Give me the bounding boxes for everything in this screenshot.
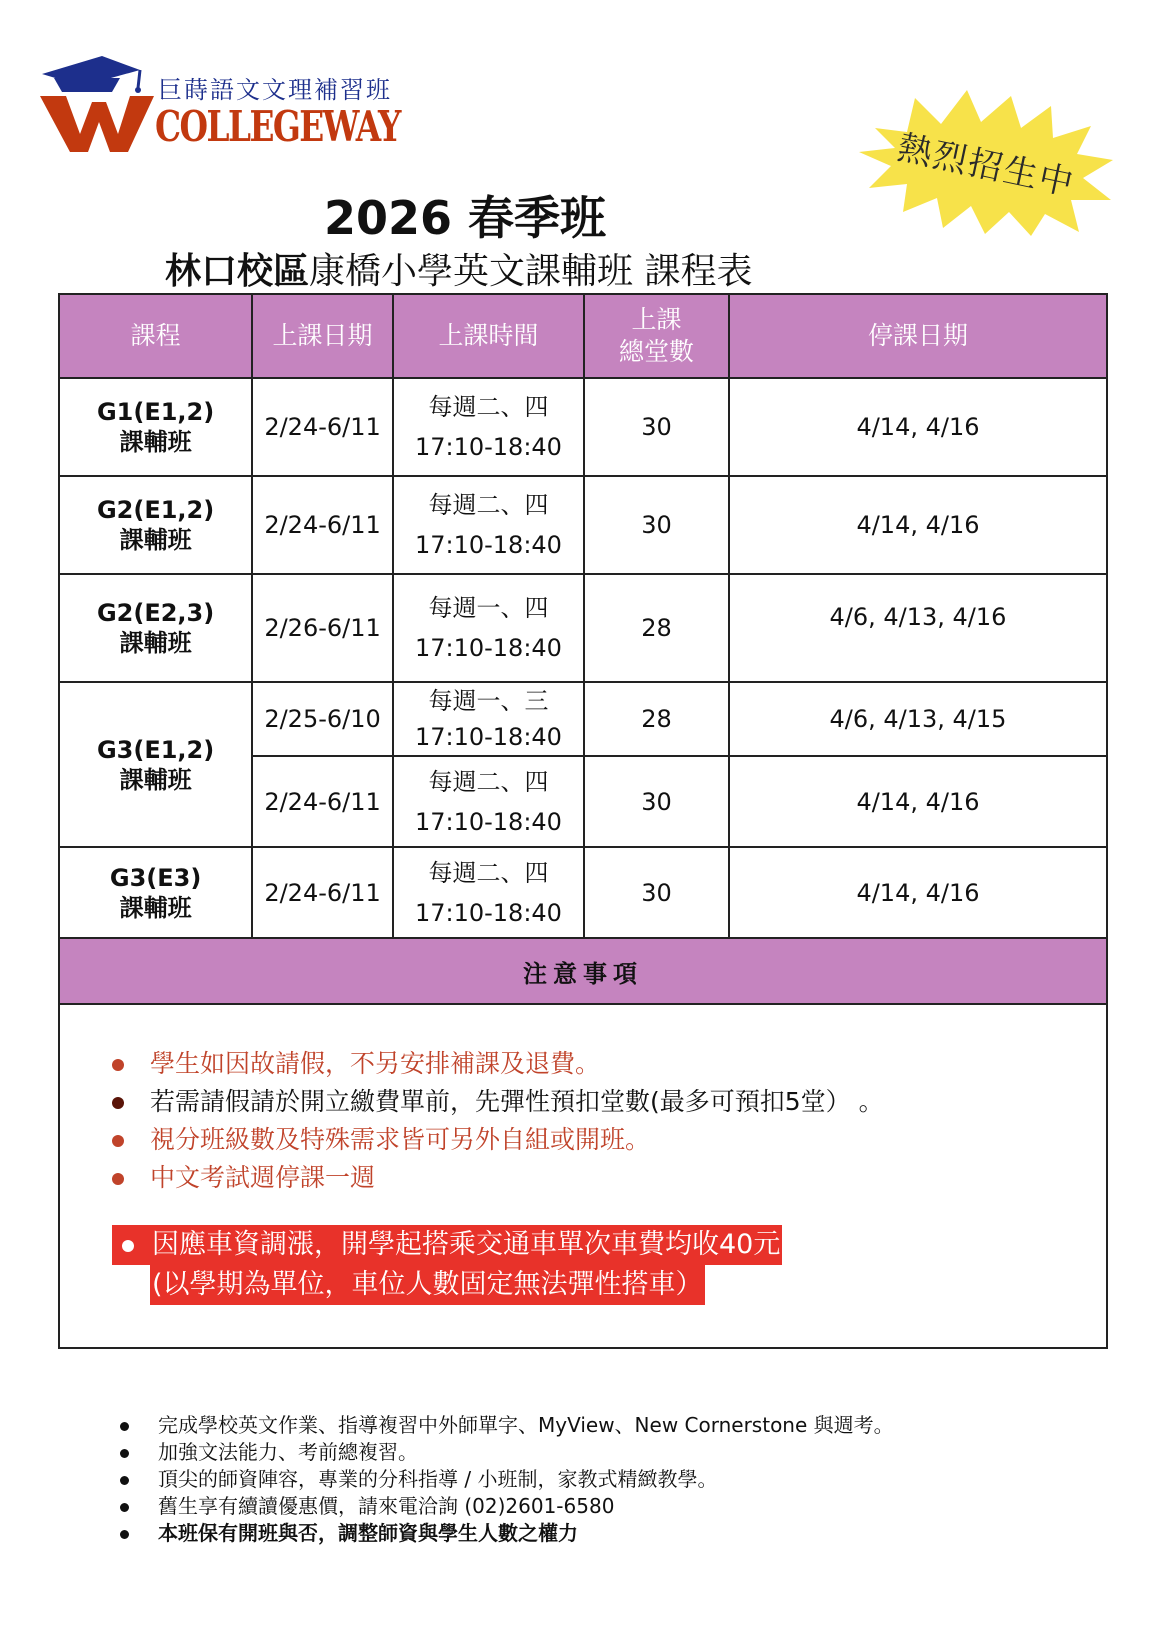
off-dates-cell: 4/6, 4/13, 4/15	[729, 682, 1107, 756]
sessions-cell: 28	[584, 682, 729, 756]
footer-text: 頂尖的師資陣容，專業的分科指導 / 小班制，家教式精緻教學。	[158, 1467, 718, 1491]
sessions-cell: 30	[584, 756, 729, 847]
school-logo	[40, 52, 410, 162]
page-title: 2026 春季班	[323, 191, 607, 245]
bullet-icon	[120, 1530, 129, 1539]
table-row	[59, 378, 1107, 476]
course-cell	[59, 574, 252, 682]
off-dates-cell: 4/14, 4/16	[729, 378, 1107, 476]
course-type: 課輔班	[119, 526, 192, 554]
course-type: 課輔班	[119, 893, 192, 922]
course-code: G3(E1,2)	[96, 735, 215, 764]
page-subtitle	[165, 243, 752, 294]
table-row	[59, 574, 1107, 682]
class-time: 17:10-18:40	[414, 433, 562, 461]
class-time: 17:10-18:40	[414, 807, 562, 836]
badge-text: 熱烈招生中	[894, 127, 1079, 205]
course-cell	[59, 476, 252, 574]
sessions-cell: 30	[584, 476, 729, 574]
list-item	[118, 1439, 894, 1466]
dates-cell: 2/24-6/11	[252, 378, 393, 476]
bullet-icon	[112, 1135, 124, 1147]
course-cell	[59, 378, 252, 476]
list-item	[112, 1121, 1106, 1159]
class-time: 17:10-18:40	[414, 531, 562, 559]
sessions-cell: 30	[584, 847, 729, 938]
header-time: 上課時間	[393, 294, 584, 378]
logo-chinese-name: 巨蒔語文文理補習班	[158, 76, 392, 104]
footer-text: 本班保有開班與否，調整師資與學生人數之權力	[158, 1521, 578, 1545]
header-dates: 上課日期	[252, 294, 393, 378]
bullet-icon	[120, 1503, 129, 1512]
course-cell	[59, 847, 252, 938]
class-days: 每週二、四	[428, 393, 549, 421]
list-item	[112, 1159, 1106, 1197]
sessions-cell: 30	[584, 378, 729, 476]
dates-cell: 2/26-6/11	[252, 574, 393, 682]
subtitle-rest: 康橋小學英文課輔班 課程表	[309, 251, 753, 292]
bullet-icon	[120, 1476, 129, 1485]
fare-notice	[112, 1225, 1106, 1305]
table-header-row	[59, 294, 1107, 378]
off-dates-cell: 4/14, 4/16	[729, 476, 1107, 574]
bullet-icon	[112, 1059, 124, 1071]
notice-heading: 注意事項	[59, 938, 1107, 1004]
notice-body-row	[59, 1004, 1107, 1348]
table-row	[59, 476, 1107, 574]
class-days: 每週一、四	[428, 594, 549, 622]
dates-cell: 2/25-6/10	[252, 682, 393, 756]
bullet-icon	[122, 1240, 134, 1252]
notice-list	[112, 1045, 1106, 1197]
bullet-icon	[120, 1422, 129, 1431]
footer-text: 加強文法能力、考前總複習。	[158, 1440, 418, 1464]
time-cell	[393, 682, 584, 756]
dates-cell: 2/24-6/11	[252, 756, 393, 847]
class-days: 每週二、四	[428, 767, 549, 796]
notice-text: 視分班級數及特殊需求皆可另外自組或開班。	[150, 1125, 651, 1154]
list-item	[118, 1466, 894, 1493]
fare-notice-text1: 因應車資調漲，開學起搭乘交通車單次車費均收40元	[112, 1225, 782, 1265]
notice-body	[59, 1004, 1107, 1348]
fare-notice-line2	[112, 1265, 1106, 1305]
notice-text: 若需請假請於開立繳費單前，先彈性預扣堂數(最多可預扣5堂） 。	[150, 1087, 884, 1116]
sessions-cell: 28	[584, 574, 729, 682]
footer-text: 完成學校英文作業、指導複習中外師單字、MyView、New Cornerstone 與週考。	[158, 1413, 894, 1437]
footer-text: 舊生享有續讀優惠價，請來電洽詢 (02)2601-6580	[158, 1494, 615, 1518]
course-code: G3(E3)	[109, 863, 202, 892]
header-sessions-line1: 上課	[631, 305, 682, 334]
table-row	[59, 847, 1107, 938]
header-course: 課程	[59, 294, 252, 378]
logo-english-name: COLLEGEWAY	[155, 102, 400, 151]
off-dates-cell: 4/14, 4/16	[729, 847, 1107, 938]
fare-notice-text2: (以學期為單位，車位人數固定無法彈性搭車）	[150, 1265, 705, 1305]
table-row	[59, 682, 1107, 756]
class-days: 每週二、四	[428, 858, 549, 887]
list-item	[118, 1520, 894, 1547]
course-code: G2(E2,3)	[96, 599, 215, 627]
time-cell	[393, 847, 584, 938]
time-cell	[393, 756, 584, 847]
class-time: 17:10-18:40	[414, 723, 562, 751]
bullet-icon	[112, 1173, 124, 1185]
list-item	[118, 1493, 894, 1520]
course-type: 課輔班	[119, 765, 192, 794]
time-cell	[393, 476, 584, 574]
header-sessions-line2: 總堂數	[618, 337, 694, 366]
course-code: G1(E1,2)	[96, 398, 215, 426]
bullet-icon	[120, 1449, 129, 1458]
class-time: 17:10-18:40	[414, 634, 562, 662]
off-dates-cell: 4/6, 4/13, 4/16	[729, 574, 1107, 682]
list-item	[112, 1045, 1106, 1083]
class-days: 每週一、三	[428, 687, 549, 715]
course-cell	[59, 682, 252, 847]
notice-heading-row	[59, 938, 1107, 1004]
campus-name: 林口校區	[165, 251, 310, 292]
list-item	[118, 1412, 894, 1439]
header-sessions	[584, 294, 729, 378]
course-type: 課輔班	[119, 428, 192, 456]
header-off-dates: 停課日期	[729, 294, 1107, 378]
off-dates-cell: 4/14, 4/16	[729, 756, 1107, 847]
course-code: G2(E1,2)	[96, 496, 215, 524]
list-item	[112, 1083, 1106, 1121]
dates-cell: 2/24-6/11	[252, 847, 393, 938]
dates-cell: 2/24-6/11	[252, 476, 393, 574]
notice-text: 中文考試週停課一週	[150, 1163, 376, 1192]
fare-notice-line1	[112, 1225, 1106, 1265]
footer-list	[118, 1412, 894, 1547]
course-type: 課輔班	[119, 629, 192, 657]
bullet-icon	[112, 1097, 124, 1109]
schedule-table	[58, 293, 1108, 1349]
time-cell	[393, 574, 584, 682]
time-cell	[393, 378, 584, 476]
class-days: 每週二、四	[428, 491, 549, 519]
notice-text: 學生如因故請假，不另安排補課及退費。	[150, 1049, 601, 1078]
class-time: 17:10-18:40	[414, 898, 562, 927]
